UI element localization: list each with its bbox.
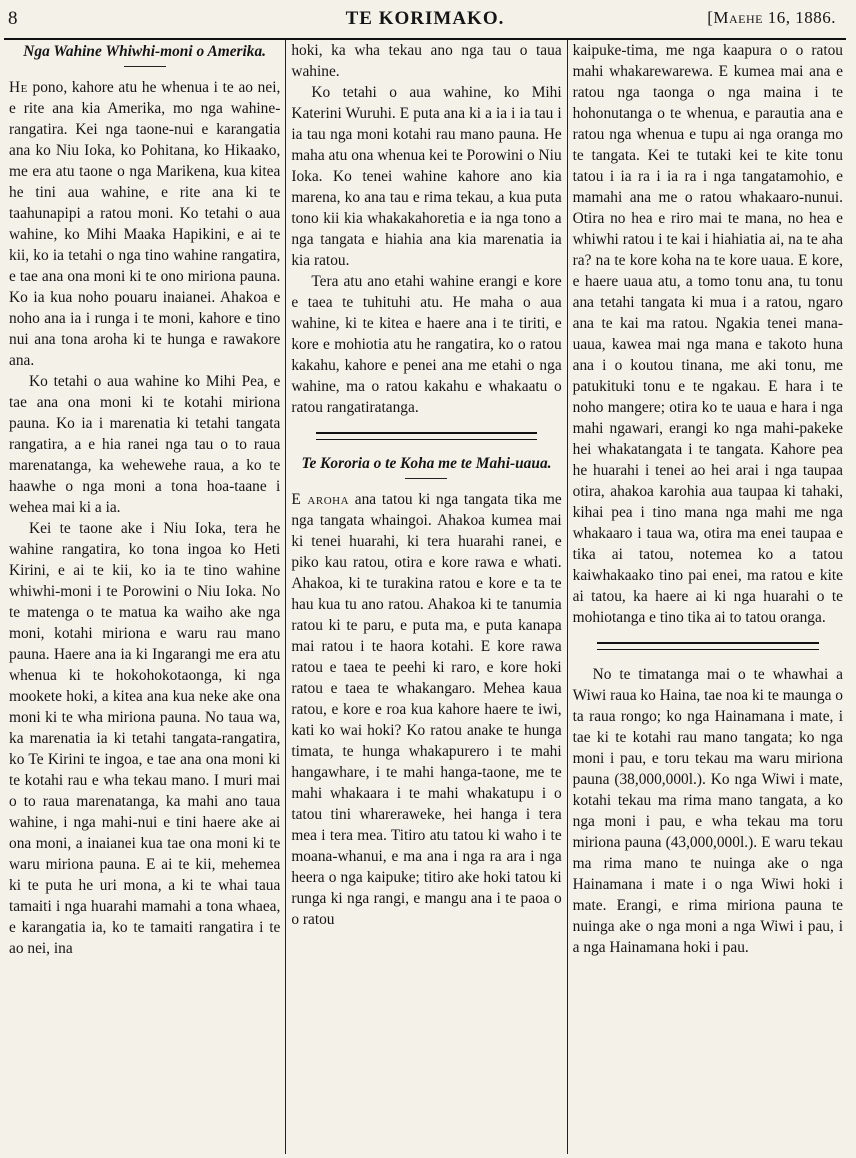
column-3	[567, 40, 848, 1154]
article-paragraph: Ko tetahi o aua wahine, ko Mihi Katerini Wuruhi. E puta ana ki a ia i ia tau i ia tau nga moni kotahi rau mano pauna. He maha atu ona whenua kei te Porowini o Niu Ioka. Ko tenei wahine kahore ano kia marena, ko ana tau e rima tekau, a kua puta tono kii kia whakakahoretia e ia nga tono a nga tangata e hiahia ana kia marenatia ia kia ratou.	[291, 84, 562, 269]
page-number: 8	[8, 8, 18, 29]
article-paragraph-war-costs: No te timatanga mai o te whawhai a Wiwi raua ko Haina, tae noa ki te maunga o ta raua rongo; ko nga Hainamana i mate, i tae ki te kotahi rau mano tangata; ko nga moni i pau, e toru tekau ma waru miriona pauna (38,000,000l.). Ko nga Wiwi i mate, kotahi tekau ma rima mano tangata, a ko nga moni i pau, e wha tekau ma toru miriona pauna (43,000,000l.). E waru tekau ma rima mano te nuinga ake o nga Hainamana i mate i o nga Wiwi hoki i mate. Erangi, e rima miriona pauna te nuinga ake o nga moni a nga Wiwi i pau, i a nga Hainamana hoki i pau.	[572, 666, 843, 956]
article-paragraph: Tera atu ano etahi wahine erangi e kore e taea te tuhituhi atu. He maha o aua wahine, ki te kitea e haere ana i te tiriti, e kore e mohiotia atu he rangatira, ko o ratou kakahu, kahore e penei ana me etahi o nga wahine, ma o ratou kakahu e whakaatu o ratou rangatiratanga.	[291, 273, 562, 416]
page-header	[4, 4, 846, 38]
lead-word: E aroha	[291, 491, 350, 508]
issue-date: [Maehe 16, 1886.	[707, 8, 836, 27]
newspaper-title: TE KORIMAKO.	[345, 8, 505, 29]
heading-rule	[405, 478, 447, 479]
section-divider	[316, 432, 538, 440]
article-paragraph: Kei te taone ake i Niu Ioka, tera he wahine rangatira, ko tona ingoa ko Heti Kirini, e ai te kii, ko ia te tino wahine whiwhi-moni i te Porowini o Niu Ioka. No te matenga o te matua ka waiho ake nga moni, kotahi miriona e waru rau mano pauna. Haere ana ia ki Ingarangi me era atu whenua ki te hokohokotaonga, ki nga mookete hoki, a kitea ana kua neke ake ona moni ki te wha miriona pauna. No taua wa, ka marenatia ia ki tetahi tangata-rangatira, ko Te Kirini te ingoa, e tae ana ona moni ki te kotahi rau e wha tekau mano. I muri mai o to raua marenatanga, ka mahi ano taua wahine, i nga mahi-nui e tini haere ake ai ona moni, a inaianei kua tae ona moni ki te waru miriona pauna. E ai te kii, mehemea ki te puta he uri mona, a ki te whai taua tamaiti i nga huarahi mamahi a tona whaea, e karangatia ia, ko te tamaiti rangatira i te ao nei, ina	[9, 520, 281, 957]
column-1	[4, 40, 285, 1154]
article-columns	[4, 40, 848, 1154]
paragraph-text: ana tatou ki nga tangata tika me nga tangata whaingoi. Ahakoa kumea mai ki tenei huarahi, ki tera huarahi ranei, e piko kau ratou, otira e kore rawa e whati. Ahakoa, ki te turakina ratou e kore e ta te hau kua tu ano ratou. Ahakoa ki te tanumia ratou ki te paru, e puta ma, e puta kanapa mai ratou i te haora kotahi. E kore rawa ratou e taea te peehi ki raro, e kore hoki ratou e taea te whakangaro. Mehea kaua ratou, e kore e roa kua kahore haere te iwi, kati ko wai hoki? Ko ratou anake te hunga timata, te hunga whakapurero i te mahi hangawhare, i te mahi hanga-taone, me te mahi whakaara i te mahi whakatupu i o tatou tini wharerawеke, hei hanga i tera mea i tera mea. Titiro atu tatou ki waho i te moana-whanui, e ma ana i nga ra ara i nga heera o nga kaipuke; titiro ake hoki tatou ki runga ki nga rangi, e mangu ana i te paoa o o ratou	[291, 491, 562, 928]
article-paragraph	[9, 77, 280, 371]
article-paragraph-continued: kaipuke-tima, me nga kaapura o o ratou mahi whakarewarewa. E kumea mai ana e ratou nga taonga o nga maina i te hohonutanga o te whenua, e parautia ana e ratou nga whenua e tupu ai nga oranga mo te tangata. Kei te tutaki kei te kite tonu tatou i ia ra i ia ra i nga tangatamohio, e mamahi ana me o ratou whakaaro-nunui. Otira no hea e riro mai te mana, no hea e whiwhi ratou i te kai i hiahiatia ai, na te aha ra? na te kore koha na te kore uaua. E kore, e haere uaua atu, a tomo tonu ana, tu tonu ana tetahi tangata ki mua i a ratou, ngaro ana te kai ma ratou. Ngakia tenei mana-uaua, kawea mai nga mana e takoto huna ana i o koutou tinana, me aki tonu, me patukituki tonu e te ngakau. E hara i te noho mangere; otira ko te uaua e hara i nga mahi ngawari, erangi ko nga mahi-pakeke hei whakatangata i te tangata. Kahore pea he huarahi i tenei ao hei arai i nga taupaa otira, ahakoa karohia aua taupaa ki tahaki, kihai pea i tino mana nga mahi me nga whakaaro i taua wa, otira ma enei taupaa e tika ai tatou, notemea ko a tatou kaiwhakaako tino pai enei, ma ratou e kite ai tatou, ka haere ai ki nga huarahi o te mohiotanga e tino tika ai to tatou oranga.	[572, 42, 843, 626]
article-paragraph: Ko tetahi o aua wahine ko Mihi Pea, e tae ana ona moni ki te kotahi miriona pauna. Ko ia i marenatia ki tetahi tangata rangatira, a e hia ranei nga tau o to raua marenatanga, ka wehewehe raua, a ko te haawhe o nga moni a tona hoa-taane i wehea mai ki a ia.	[9, 373, 281, 516]
heading-rule	[124, 66, 166, 67]
paragraph-text: pono, kahore atu he whenua i te ao nei, e rite ana kia Amerika, mo nga wahine-rangatira. Kei nga taone-nui e karangatia ana ko Niu Ioka, ko Pohitana, ko Hikaako, me era atu taone o nga Marikena, kua kitea he tini aua wahine, e rite ana ki te taahunapipi a ratou moni. Ko tetahi o aua wahine, ko Mihi Maaka Hapikini, e ai te kii, ko ia tetahi o nga tino wahine rangatira, e tae ana ona moni ki te ono miriona pauna. Ko ia kua noho pouaru inaianei. Ahakoa e noho ana ia i runga i te moni, kahore e tino nui ana tona aroha ki te hunga e rawakore ana.	[9, 79, 281, 369]
article-paragraph-continued: hoki, ka wha tekau ano nga tau o taua wahine.	[291, 42, 562, 80]
column-2	[285, 40, 566, 1154]
article-heading-glory-of-strength: Te Kororia o te Koha me te Mahi-uaua.	[301, 455, 552, 472]
lead-word: He	[9, 79, 28, 96]
article-heading-wealthy-women: Nga Wahine Whiwhi-moni o Amerika.	[23, 43, 267, 60]
article-paragraph	[291, 489, 561, 930]
section-divider	[597, 642, 819, 650]
